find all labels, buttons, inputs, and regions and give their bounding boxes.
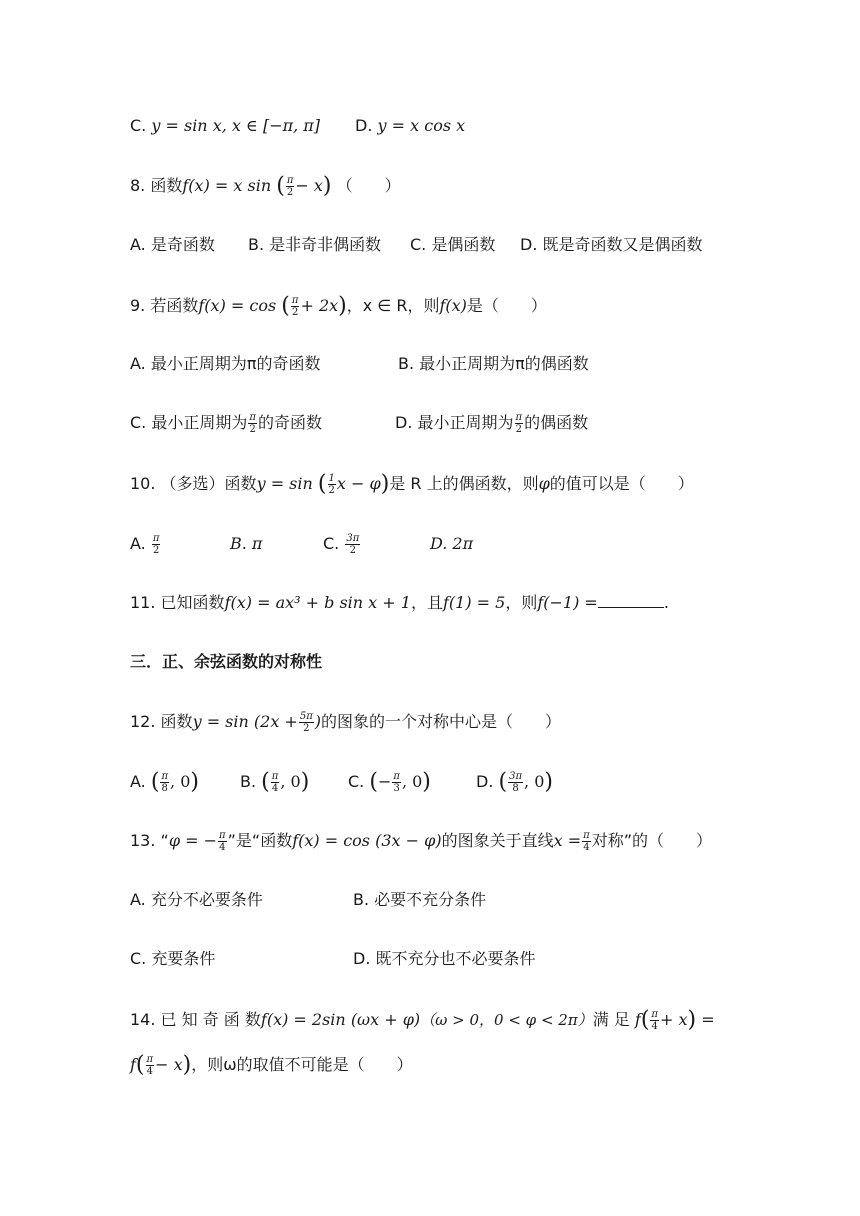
q7-options-row [130, 115, 320, 137]
q13-open-quote: “ [160, 831, 169, 850]
q12-option-a-label: A. [130, 772, 146, 791]
q11-ask: f(−1) = [537, 593, 598, 612]
q14-cond: （ω > 0，0 < φ < 2π） [420, 1011, 593, 1029]
q14-tail: ，则ω的取值不可能是（ ） [191, 1055, 413, 1074]
q14-fraction-1: $\frac{\pi}{4}$ [651, 1009, 658, 1032]
q9-tail: 是（ ） [466, 296, 547, 315]
q9-number: 9. [130, 296, 146, 315]
q13-option-c: C. 充要条件 [130, 949, 216, 968]
q13-phi-expr: φ = − [168, 831, 218, 850]
q12-tail: 的图象的一个对称中心是（ ） [321, 712, 562, 731]
q12-stem-text: 函数 [160, 712, 193, 731]
q9-stem-text: 若函数 [150, 296, 199, 315]
q8-option-d: D. 既是奇函数又是偶函数 [520, 235, 703, 254]
q14-f-right: f [130, 1055, 136, 1074]
q14-func: f(x) = 2sin (ωx + φ) [260, 1010, 421, 1029]
q9-option-c-post: 的奇函数 [257, 413, 322, 432]
q9-option-d [395, 412, 588, 435]
q8-option-b: B. 是非奇非偶函数 [248, 235, 382, 254]
q10-lhs: y = sin [256, 474, 313, 493]
q14-mid: 满 足 [592, 1010, 630, 1029]
q11-tail: . [663, 593, 669, 612]
q11-number: 11. [130, 593, 156, 612]
q12-lhs: y = sin (2x + [192, 712, 298, 731]
q12-rest: ) [314, 712, 322, 731]
q12-option-b: B. ( $\frac{\pi}{4}$ , 0) [240, 769, 310, 795]
q9-option-d-pre: D. 最小正周期为 [395, 413, 514, 432]
q10-mid: 是 R 上的偶函数，则 [389, 474, 539, 493]
q10-option-b: B. π [230, 534, 263, 553]
q9-option-c-fraction: $\frac{\pi}{2}$ [249, 412, 256, 435]
q14-f-left: f [634, 1010, 641, 1029]
q13-func: f(x) = cos (3x − φ) [292, 831, 442, 850]
q14-stem-line1: 14. 已 知 奇 函 数f(x) = 2sin (ωx + φ)（ω > 0，0 < φ < 2π）满 足 f( $\frac{\pi}{4}$ + x) = [130, 1007, 715, 1033]
q13-mid2: 的图象关于直线 [441, 831, 554, 850]
q12-option-a: A. ( $\frac{\pi}{8}$ , 0) [130, 769, 199, 795]
q7-option-d-label: D. [355, 116, 373, 135]
q12-option-b-label: B. [240, 772, 257, 791]
q10-option-a-fraction: $\frac{\pi}{2}$ [152, 533, 160, 556]
q9-option-d-fraction: $\frac{\pi}{2}$ [515, 412, 523, 435]
q8-option-a: A. 是奇函数 [130, 235, 215, 254]
q10-option-d: D. 2π [430, 534, 474, 553]
q9-lhs: f(x) = cos [198, 296, 277, 315]
q13-line: x = [553, 831, 582, 850]
q9-option-c [130, 412, 322, 435]
q14-minus-x: − x [155, 1055, 183, 1074]
q8-answer-paren: （ ） [336, 176, 401, 195]
q10-phi: φ [538, 474, 550, 493]
section-3-heading: 三．正、余弦函数的对称性 [130, 652, 323, 671]
q10-number: 10. [130, 474, 156, 493]
q8-number: 8. [130, 176, 146, 195]
q12-option-d-label: D. [476, 772, 494, 791]
q13-mid: ”是“函数 [227, 831, 293, 850]
q9-fx: f(x) [439, 296, 467, 315]
q13-tail: 对称”的（ ） [591, 831, 712, 850]
q10-stem: 10. （多选）函数y = sin ( $\frac{1}{2}$ x − φ)是 R 上的偶函数，则φ的值可以是（ ） [130, 471, 694, 497]
q9-option-b: B. 最小正周期为π的偶函数 [398, 354, 589, 373]
q14-stem-text: 已 知 奇 函 数 [160, 1010, 261, 1029]
q8-fraction: $\frac{\pi}{2}$ [286, 175, 294, 198]
q9-stem: 9. 若函数f(x) = cos ( $\frac{\pi}{2}$ + 2x)，x ∈ R，则f(x)是（ ） [130, 293, 547, 319]
q9-option-d-post: 的偶函数 [524, 413, 589, 432]
q10-option-c-label: C. [323, 534, 340, 553]
q13-option-b: B. 必要不充分条件 [353, 890, 487, 909]
q14-equals: = [701, 1010, 715, 1029]
q11-mid2: ，则 [505, 593, 538, 612]
q7-option-c-expr: y = sin x, [151, 116, 227, 135]
q12-option-c: C. (− $\frac{\pi}{3}$ , 0) [348, 769, 431, 795]
q10-fraction: $\frac{1}{2}$ [328, 473, 335, 496]
q13-option-a: A. 充分不必要条件 [130, 890, 263, 909]
q10-option-c-fraction: $\frac{3\pi}{2}$ [346, 533, 360, 556]
q14-fraction-2: $\frac{\pi}{4}$ [146, 1054, 154, 1077]
q10-tail: 的值可以是（ ） [549, 474, 694, 493]
q12-stem [130, 711, 561, 734]
q9-rest: + 2x [300, 296, 339, 315]
q8-option-c: C. 是偶函数 [410, 235, 496, 254]
q13-stem [130, 830, 712, 853]
q13-line-fraction: $\frac{\pi}{4}$ [583, 830, 590, 853]
q12-option-c-fraction: $\frac{\pi}{3}$ [393, 771, 400, 794]
q12-fraction: $\frac{5\pi}{2}$ [299, 711, 313, 734]
q7-option-d-expr: y = x cos x [377, 116, 466, 135]
q10-stem-text: （多选）函数 [160, 474, 257, 493]
q9-domain: ，x ∈ R，则 [346, 296, 440, 315]
q9-option-c-pre: C. 最小正周期为 [130, 413, 248, 432]
q10-rest: x − φ [336, 474, 381, 493]
q12-option-b-fraction: $\frac{\pi}{4}$ [271, 771, 279, 794]
q11-cond: f(1) = 5 [442, 593, 506, 612]
q12-option-d-fraction: $\frac{3\pi}{8}$ [509, 771, 523, 794]
q9-fraction: $\frac{\pi}{2}$ [291, 295, 299, 318]
q10-option-a-label: A. [130, 534, 146, 553]
q11-mid: ，且 [410, 593, 443, 612]
q9-option-a: A. 最小正周期为π的奇函数 [130, 354, 321, 373]
q11-stem [130, 592, 669, 614]
q12-option-a-fraction: $\frac{\pi}{8}$ [161, 771, 169, 794]
q8-stem: 8. 函数f(x) = x sin ( $\frac{\pi}{2}$ − x) （ ） [130, 173, 401, 199]
q11-expr: f(x) = ax³ + b sin x + 1 [224, 593, 411, 612]
q14-plus-x: + x [659, 1010, 688, 1029]
q7-option-d [355, 115, 465, 137]
q14-number: 14. [130, 1010, 156, 1029]
q14-stem-line2: f( $\frac{\pi}{4}$ − x)，则ω的取值不可能是（ ） [130, 1052, 413, 1078]
q7-option-c-label: C. [130, 116, 147, 135]
q8-stem-text: 函数 [150, 176, 183, 195]
q12-option-c-label: C. [348, 772, 365, 791]
q13-option-d: D. 既不充分也不必要条件 [353, 949, 536, 968]
q12-option-d: D. ( $\frac{3\pi}{8}$ , 0) [476, 769, 553, 795]
q13-number: 13. [130, 831, 156, 850]
q13-phi-fraction: $\frac{\pi}{4}$ [219, 830, 226, 853]
q10-option-c [323, 533, 361, 556]
q8-lhs: f(x) = x sin [182, 176, 272, 195]
q7-option-c-domain: x ∈ [−π, π] [231, 116, 321, 135]
q10-option-a [130, 533, 161, 556]
q11-stem-text: 已知函数 [160, 593, 225, 612]
q11-answer-blank[interactable] [598, 593, 664, 608]
q12-number: 12. [130, 712, 156, 731]
q8-rest: − x [295, 176, 323, 195]
